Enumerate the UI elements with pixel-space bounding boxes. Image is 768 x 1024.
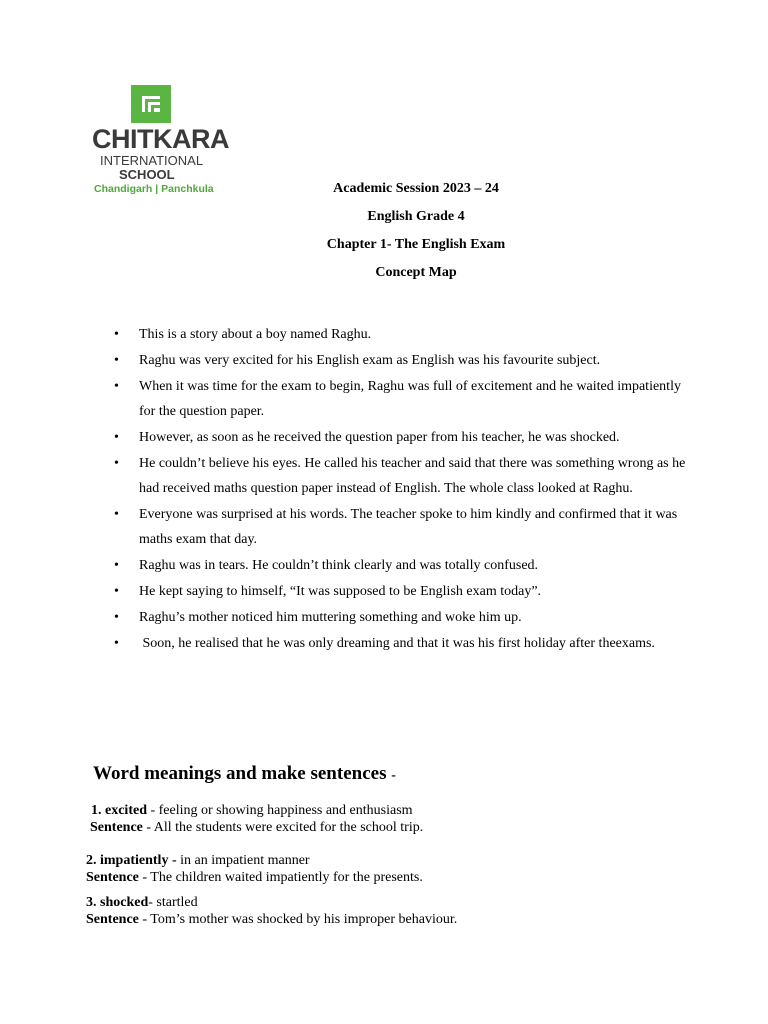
list-item: • He kept saying to himself, “It was supposed to be English exam today”.	[112, 579, 692, 604]
word: 2. impatiently -	[86, 853, 177, 868]
sentence-label: Sentence	[90, 820, 143, 835]
list-item: • Raghu’s mother noticed him muttering something and woke him up.	[112, 605, 692, 630]
logo-name: CHITKARA	[92, 124, 229, 154]
logo-mark-icon	[131, 85, 171, 123]
list-item: • He couldn’t believe his eyes. He called his teacher and said that there was something wrong as he had received maths question paper instead of English. The whole class looked at Raghu.	[112, 451, 692, 501]
list-item: • When it was time for the exam to begin, Raghu was full of excitement and he waited impatiently for the question paper.	[112, 374, 692, 424]
list-item: • Raghu was very excited for his English exam as English was his favourite subject.	[112, 348, 692, 373]
list-item: • Raghu was in tears. He couldn’t think clearly and was totally confused.	[112, 553, 692, 578]
concept-map-list	[112, 322, 692, 657]
word: 3. shocked	[86, 895, 149, 910]
logo-subtitle: INTERNATIONAL	[100, 153, 204, 168]
sentence-label: Sentence	[86, 870, 139, 885]
word-meanings-title-dash: -	[391, 768, 396, 783]
word-meanings-title-text: Word meanings and make sentences	[93, 763, 387, 784]
sentence: - Tom’s mother was shocked by his improper behaviour.	[138, 912, 458, 927]
sentence-label: Sentence	[86, 912, 139, 927]
word-entry-2	[86, 852, 423, 886]
list-item: • Soon, he realised that he was only dreaming and that it was his first holiday after theexams.	[112, 631, 692, 656]
meaning: - startled	[148, 895, 198, 910]
list-item: • This is a story about a boy named Raghu.	[112, 322, 692, 347]
sentence: - All the students were excited for the school trip.	[142, 820, 424, 835]
word: 1. excited	[91, 803, 147, 818]
word-meanings-title	[93, 763, 396, 785]
meaning: - feeling or showing happiness and enthusiasm	[146, 803, 413, 818]
chapter-heading: Chapter 1- The English Exam	[326, 237, 506, 252]
session-heading: Academic Session 2023 – 24	[333, 181, 499, 196]
word-entry-3	[86, 894, 457, 928]
list-item: • However, as soon as he received the question paper from his teacher, he was shocked.	[112, 425, 692, 450]
grade-heading: English Grade 4	[367, 209, 465, 224]
concept-map-heading: Concept Map	[375, 265, 457, 280]
list-item: • Everyone was surprised at his words. The teacher spoke to him kindly and confirmed that it was maths exam that day.	[112, 502, 692, 552]
logo-school: SCHOOL	[119, 167, 175, 182]
sentence: - The children waited impatiently for the presents.	[138, 870, 423, 885]
word-entry-1	[90, 802, 423, 836]
meaning: in an impatient manner	[176, 853, 310, 868]
logo-location: Chandigarh | Panchkula	[94, 183, 214, 195]
school-logo	[92, 85, 229, 200]
